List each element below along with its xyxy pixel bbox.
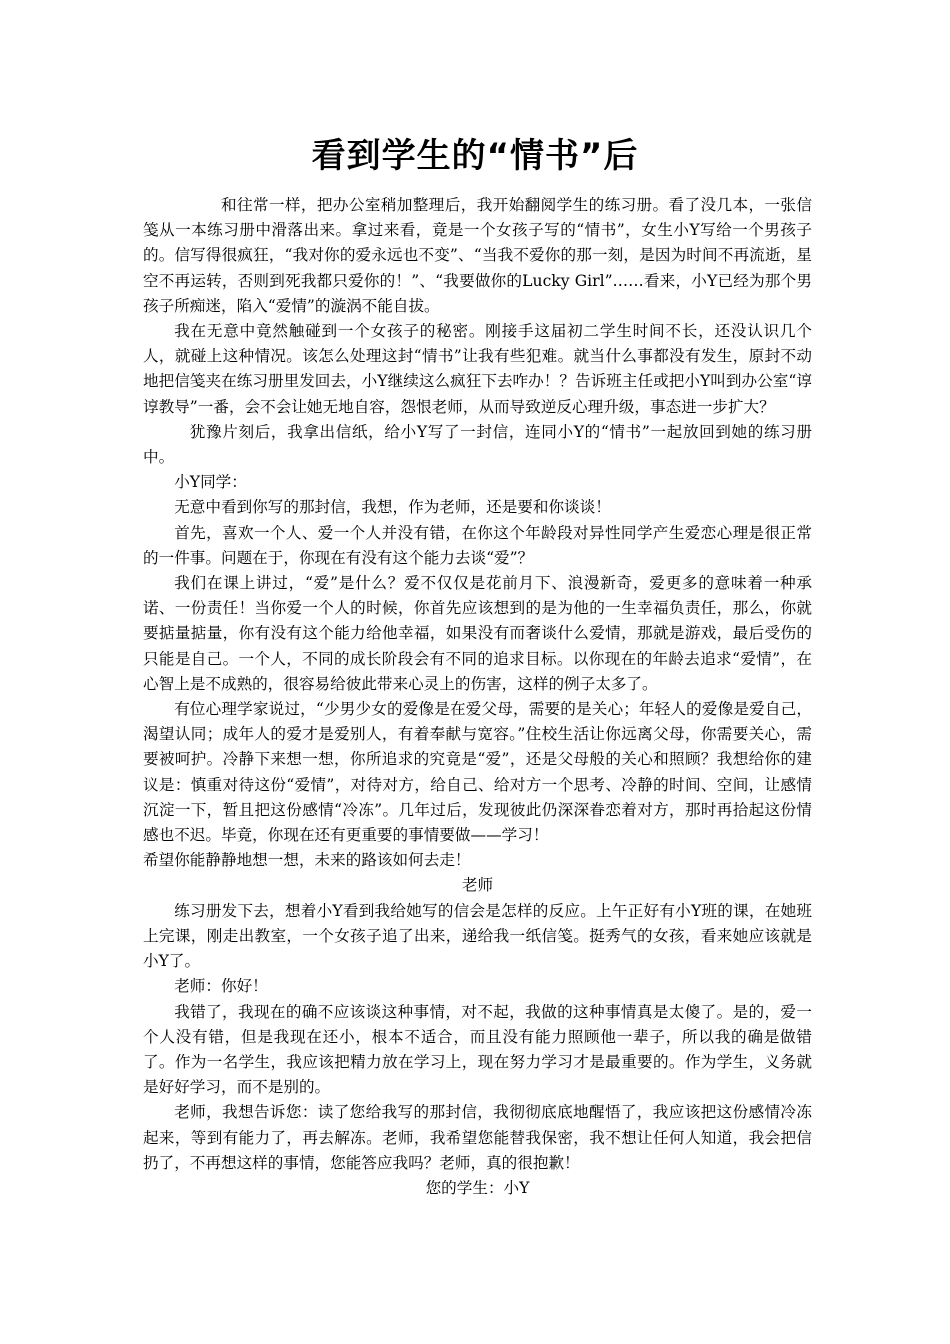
paragraph: 首先，喜欢一个人、爱一个人并没有错，在你这个年龄段对异性同学产生爱恋心理是很正常的一件事。问题在于，你现在有没有这个能力去谈“爱”？ bbox=[143, 523, 812, 567]
paragraph: 希望你能静静地想一想，未来的路该如何去走！ bbox=[143, 851, 471, 870]
paragraph: 我错了，我现在的确不应该谈这种事情，对不起，我做的这种事情真是太傻了。是的，爱一个人没有错，但是我现在还小，根本不适合，而且没有能力照顾他一辈子，所以我的确是做错了。作为一名学生，我应该把精力放在学习上，现在努力学习才是最重要的。作为学生，义务就是好好学习，而不是别的。 bbox=[143, 1002, 812, 1097]
paragraph: 老师，我想告诉您：读了您给我写的那封信，我彻彻底底地醒悟了，我应该把这份感情冷冻起来，等到有能力了，再去解冻。老师，我希望您能替我保密，我不想让任何人知道，我会把信扔了，不再想这样的事情，您能答应我吗？老师，真的很抱歉！ bbox=[143, 1103, 812, 1172]
letter-salutation: 小Y同学： bbox=[174, 473, 247, 492]
article-body bbox=[143, 193, 812, 1201]
paragraph: 我们在课上讲过，“爱”是什么？爱不仅仅是花前月下、浪漫新奇，爱更多的意味着一种承诺、一份责任！当你爱一个人的时候，你首先应该想到的是为他的一生幸福负责任，那么，你就要掂量掂量，你有没有这个能力给他幸福，如果没有而奢谈什么爱情，那就是游戏，最后受伤的只能是自己。一个人，不同的成长阶段会有不同的追求目标。以你现在的年龄去追求“爱情”，在心智上是不成熟的，很容易给彼此带来心灵上的伤害，这样的例子太多了。 bbox=[143, 574, 812, 693]
paragraph: 犹豫片刻后，我拿出信纸，给小Y写了一封信，连同小Y的“情书”一起放回到她的练习册中。 bbox=[143, 422, 812, 467]
paragraph: 有位心理学家说过，“少男少女的爱像是在爱父母，需要的是关心；年轻人的爱像是爱自己，渴望认同；成年人的爱才是爱别人，有着奉献与宽容。”住校生活让你远离父母，你需要关心，需要被呵护。冷静下来想一想，你所追求的究竟是“爱”，还是父母般的关心和照顾？我想给你的建议是：慎重对待这份“爱情”，对待对方，给自己、给对方一个思考、冷静的时间、空间，让感情沉淀一下，暂且把这份感情“冷冻”。几年过后，发现彼此仍深深眷恋着对方，那时再拾起这份情感也不迟。毕竟，你现在还有更重要的事情要做——学习！ bbox=[143, 700, 812, 845]
paragraph: 无意中看到你写的那封信，我想，作为老师，还是要和你谈谈！ bbox=[174, 498, 611, 517]
article-title: 看到学生的“情书”后 bbox=[311, 136, 639, 176]
paragraph: 练习册发下去，想着小Y看到我给她写的信会是怎样的反应。上午正好有小Y班的课，在她班上完课，刚走出教室，一个女孩子追了出来，递给我一纸信笺。挺秀气的女孩，看来她应该就是小Y了。 bbox=[143, 901, 812, 971]
paragraph: 我在无意中竟然触碰到一个女孩子的秘密。刚接手这届初二学生时间不长，还没认识几个人，就碰上这种情况。该怎么处理这封“情书”让我有些犯难。就当什么事都没有发生，原封不动地把信笺夹在练习册里发回去，小Y继续这么疯狂下去咋办！？告诉班主任或把小Y叫到办公室“谆谆教导”一番，会不会让她无地自容，怨恨老师，从而导致逆反心理升级，事态进一步扩大？ bbox=[143, 322, 812, 416]
letter-salutation: 老师：你好！ bbox=[174, 977, 268, 996]
letter-signature: 老师 bbox=[461, 876, 494, 895]
paragraph: 和往常一样，把办公室稍加整理后，我开始翻阅学生的练习册。看了没几本，一张信笺从一本练习册中滑落出来。拿过来看，竟是一个女孩子写的“情书”，女生小Y写给一个男孩子的。信写得很疯狂，“我对你的爱永远也不变”、“当我不爱你的那一刻，是因为时间不再流逝，星空不再运转，否则到死我都只爱你的！”、“我要做你的Lucky Girl”……看来，小Y已经为那个男孩子所痴迷，陷入“爱情”的漩涡不能自拔。 bbox=[143, 196, 812, 315]
letter-signature: 您的学生：小Y bbox=[425, 1178, 530, 1197]
